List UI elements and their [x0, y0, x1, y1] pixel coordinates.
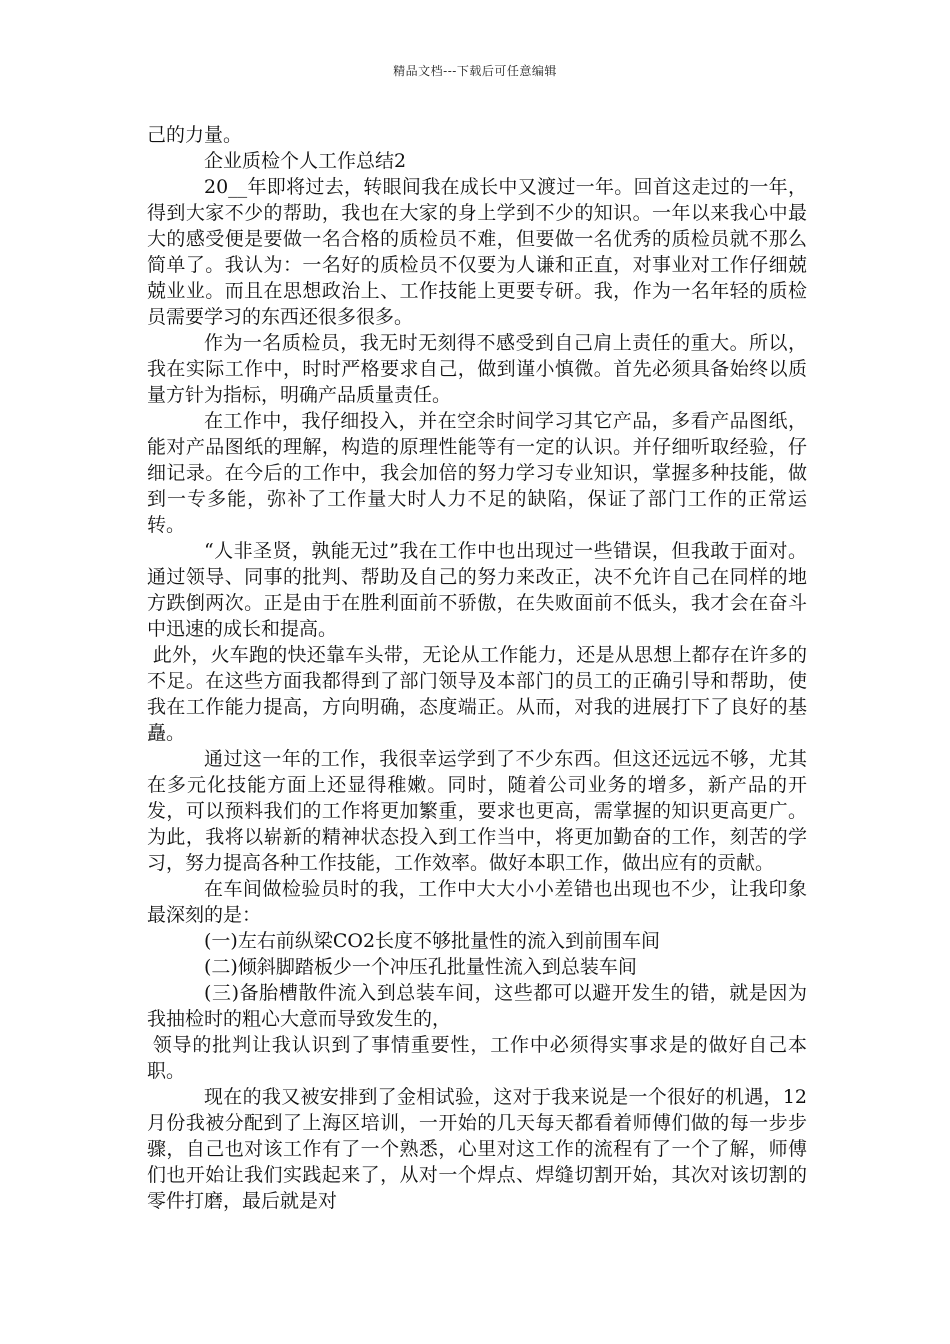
paragraph: 在工作中，我仔细投入，并在空余时间学习其它产品，多看产品图纸，能对产品图纸的理解，构造的原理性能等有一定的认识。并仔细听取经验，仔细记录。在今后的工作中，我会加倍的努力学习专业知识，掌握多种技能，做到一专多能，弥补了工作量大时人力不足的缺陷，保证了部门工作的正常运转。 — [147, 410, 807, 536]
list-item: (三)备胎槽散件流入到总装车间，这些都可以避开发生的错，就是因为我抽检时的粗心大意而导致发生的， — [147, 982, 807, 1030]
paragraph: 通过这一年的工作，我很幸运学到了不少东西。但这还远远不够，尤其在多元化技能方面上还显得稚嫩。同时，随着公司业务的增多，新产品的开发，可以预料我们的工作将更加繁重，要求也更高，需掌握的知识更高更广。为此，我将以崭新的精神状态投入到工作当中，将更加勤奋的工作，刻苦的学习，努力提高各种工作技能，工作效率。做好本职工作，做出应有的贡献。 — [147, 748, 807, 874]
paragraph: “人非圣贤，孰能无过”我在工作中也出现过一些错误，但我敢于面对。通过领导、同事的批判、帮助及自己的努力来改正，决不允许自己在同样的地方跌倒两次。正是由于在胜利面前不骄傲，在失败面前不低头，我才会在奋斗中迅速的成长和提高。 — [147, 540, 807, 640]
page-header: 精品文档---下载后可任意编辑 — [393, 64, 557, 78]
list-item: (二)倾斜脚踏板少一个冲压孔批量性流入到总装车间 — [204, 956, 637, 978]
paragraph: 此外，火车跑的快还靠车头带，无论从工作能力，还是从思想上都存在许多的不足。在这些方面我都得到了部门领导及本部门的员工的正确引导和帮助，使我在工作能力提高，方向明确，态度端正。从而，对我的进展打下了良好的基矗。 — [147, 644, 807, 744]
paragraph: 作为一名质检员，我无时无刻得不感受到自己肩上责任的重大。所以，我在实际工作中，时时严格要求自己，做到谨小慎微。首先必须具备始终以质量方针为指标，明确产品质量责任。 — [147, 332, 807, 406]
paragraph: 现在的我又被安排到了金相试验，这对于我来说是一个很好的机遇，12月份我被分配到了上海区培训，一开始的几天每天都看着师傅们做的每一步步骤，自己也对该工作有了一个熟悉，心里对这工作的流程有了一个了解，师傅们也开始让我们实践起来了，从对一个焊点、焊缝切割开始，其次对该切割的零件打磨，最后就是对 — [147, 1086, 807, 1212]
list-item: (一)左右前纵梁CO2长度不够批量性的流入到前围车间 — [204, 930, 661, 952]
section-title: 企业质检个人工作总结2 — [204, 150, 407, 172]
paragraph: 领导的批判让我认识到了事情重要性，工作中必须得实事求是的做好自己本职。 — [147, 1034, 807, 1082]
document-body — [147, 122, 807, 1214]
paragraph: 己的力量。 — [147, 124, 243, 146]
paragraph: 20__年即将过去，转眼间我在成长中又渡过一年。回首这走过的一年，得到大家不少的帮助，我也在大家的身上学到不少的知识。一年以来我心中最大的感受便是要做一名合格的质检员不难，但要做一名优秀的质检员就不那么简单了。我认为：一名好的质检员不仅要为人谦和正直，对事业对工作仔细兢兢业业。而且在思想政治上、工作技能上更要专研。我，作为一名年轻的质检员需要学习的东西还很多很多。 — [147, 176, 807, 328]
paragraph: 在车间做检验员时的我，工作中大大小小差错也出现也不少，让我印象最深刻的是： — [147, 878, 807, 926]
